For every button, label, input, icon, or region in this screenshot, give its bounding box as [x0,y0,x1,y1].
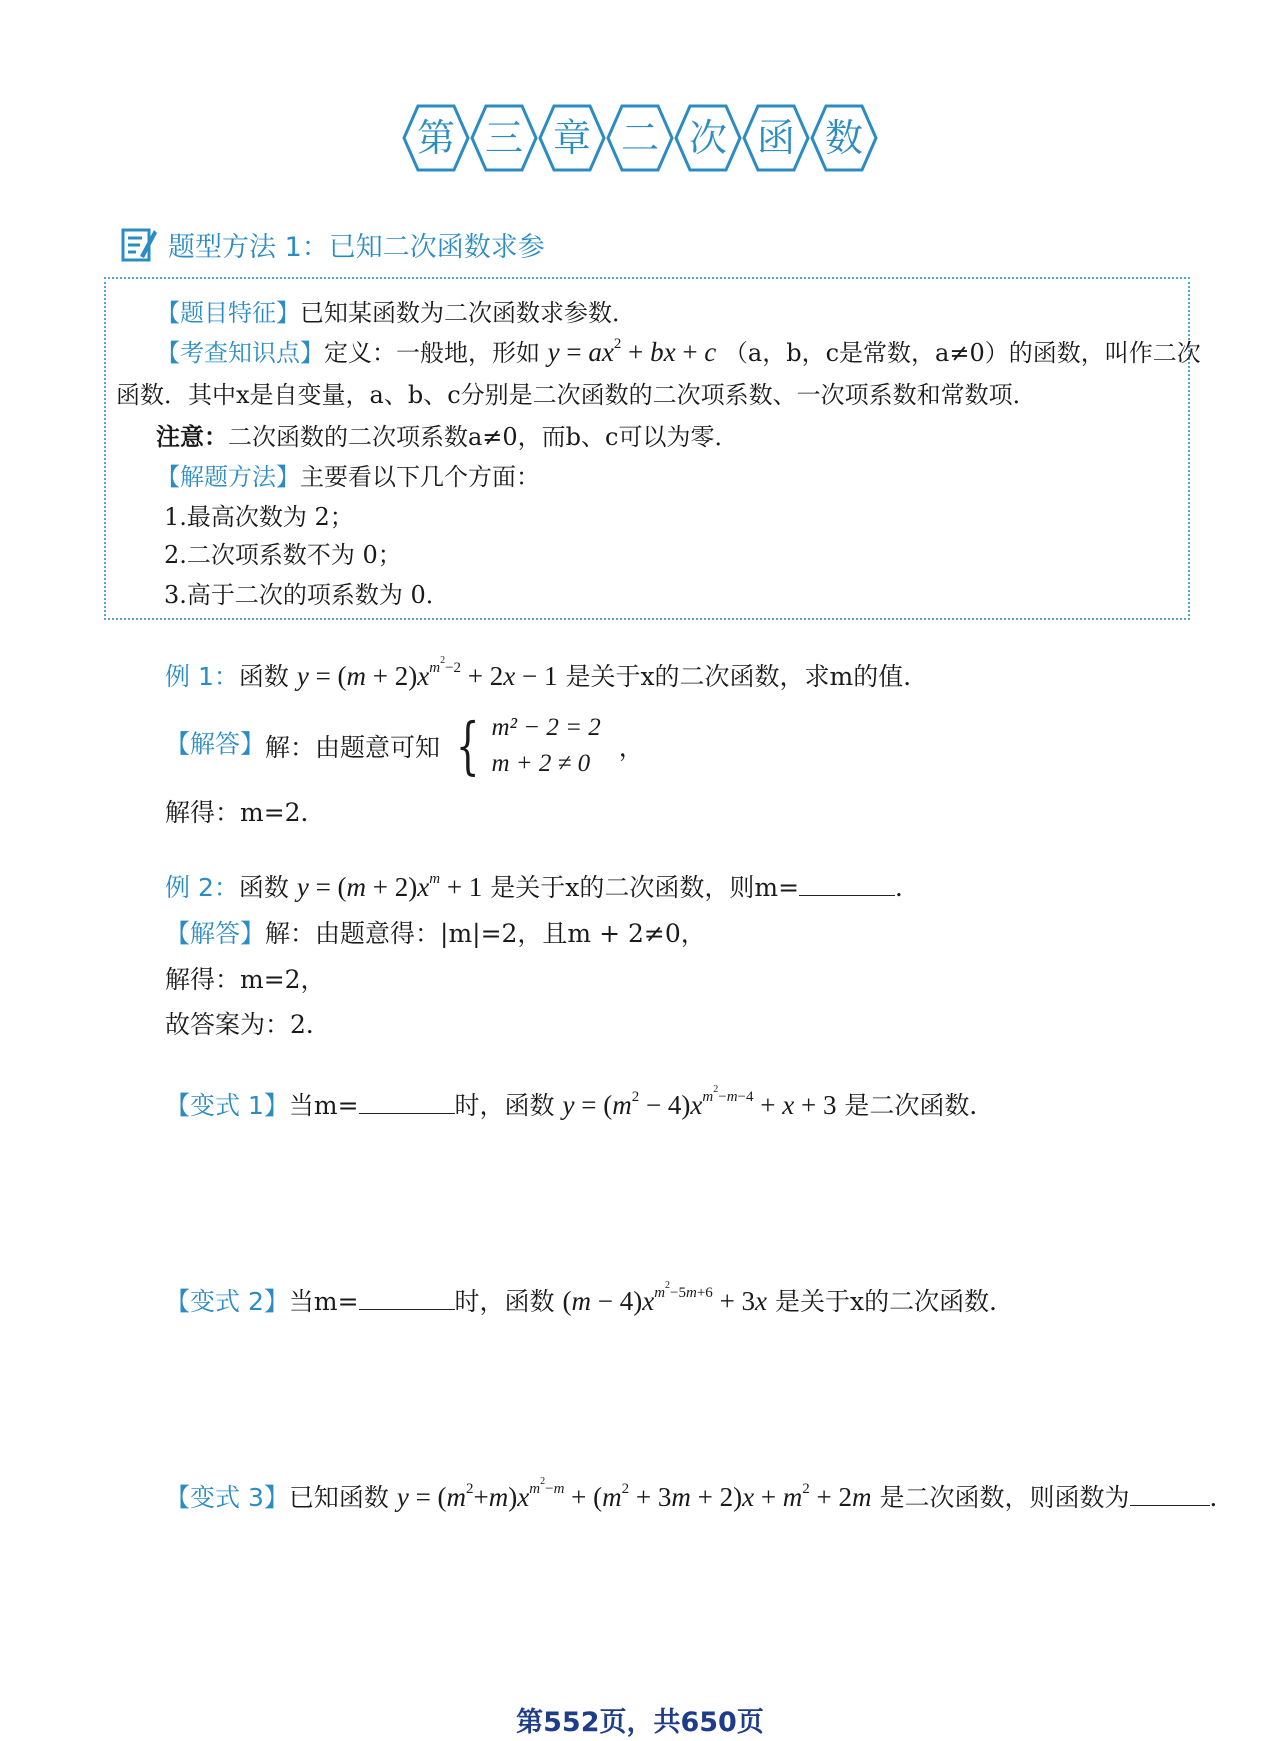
variant-3-suffix: 是二次函数，则函数为 [879,1483,1130,1512]
variant-3-end: ． [1209,1483,1235,1512]
example-1-result: 解得：m=2． [165,798,326,827]
variant-2-middle: 时，函数 [454,1287,555,1316]
chapter-title [388,100,892,176]
variant-2-formula: $(m - 4)x^{m^2-5m+6} + 3x$ [562,1280,768,1316]
note-line [156,417,739,452]
variant-2-prefix: 当m= [288,1287,359,1316]
point-3: 3.高于二次的项系数为 0． [164,581,450,609]
knowledge-line [156,333,1201,368]
feature-label: 【题目特征】 [156,299,300,327]
example-2-answer-label: 【解答】 [165,919,266,948]
variant-1-answer-blank[interactable] [359,1091,455,1114]
example-1-label: 例 1： [165,662,239,691]
example-2-result-1: 解得：m=2， [165,965,326,994]
example-2-answer-text: 解：由题意得：|m|=2，且m + 2≠0， [265,919,706,948]
example-2-prefix: 函数 [238,873,289,902]
knowledge-prefix: 定义：一般地，形如 [324,339,540,367]
variant-3-formula: $y = (m^2+m)x^{m^2-m} + (m^2 + 3m + 2)x + m^2 + 2m$ [396,1476,872,1512]
point-1: 1.最高次数为 2； [164,503,354,531]
point-2: 2.二次项系数不为 0； [164,541,402,569]
variant-2-suffix: 是关于x的二次函数． [774,1287,1015,1316]
method-label: 【解题方法】 [156,463,300,491]
chapter-char: 数 [824,116,864,160]
example-2-answer-blank[interactable] [799,873,895,896]
example-2-formula: $y = (m + 2)x^m + 1$ [296,871,483,902]
section-title: 题型方法 1：已知二次函数求参 [168,231,545,263]
example-1-prefix: 函数 [238,662,289,691]
example-2-label: 例 2： [165,873,239,902]
note-text: 二次函数的二次项系数a≠0，而b、c可以为零． [228,423,739,451]
note-label: 注意： [156,422,228,451]
variant-3-answer-blank[interactable] [1130,1483,1210,1506]
variant-3-prefix: 已知函数 [288,1483,389,1512]
chapter-char: 章 [552,116,592,160]
example-2-question [165,868,920,904]
method-line [156,457,540,492]
chapter-char: 二 [620,116,660,160]
left-brace: { [455,709,480,782]
knowledge-label: 【考查知识点】 [156,339,324,367]
page-indicator: 第552页，共650页 [516,1707,764,1738]
example-1-answer [165,710,644,782]
variant-1-label: 【变式 1】 [165,1091,289,1120]
variant-1 [165,1086,994,1122]
example-1-answer-text: 解：由题意可知 [265,733,441,762]
method-box [104,277,1201,620]
variant-2 [165,1282,1014,1318]
knowledge-suffix: （a，b，c是常数，a≠0）的函数，叫作二次 [723,339,1201,367]
example-2-end: ． [895,873,921,902]
feature-line [156,293,636,328]
knowledge-line-2: 函数．其中x是自变量，a、b、c分别是二次函数的二次项系数、一次项系数和常数项． [116,381,1037,409]
section-heading [120,222,545,266]
method-text: 主要看以下几个方面： [300,463,540,491]
equation-system [448,710,601,782]
variant-3-label: 【变式 3】 [165,1483,289,1512]
system-row-1: m² − 2 = 2 [491,714,601,741]
chapter-char: 三 [484,116,524,160]
feature-text: 已知某函数为二次函数求参数． [300,299,636,327]
example-1-suffix: 是关于x的二次函数，求m的值． [565,662,929,691]
variant-2-answer-blank[interactable] [359,1287,455,1310]
chapter-char: 次 [688,116,728,160]
example-1-formula: $y = (m + 2)x^{m^2-2} + 2x - 1$ [296,655,558,691]
system-comma: ， [618,733,644,762]
variant-1-formula: $y = (m^2 - 4)x^{m^2-m-4} + x + 3$ [562,1084,837,1120]
example-2-result-2: 故答案为：2． [165,1010,331,1039]
edit-note-icon [120,224,158,264]
example-1-answer-label: 【解答】 [165,729,266,759]
variant-1-middle: 时，函数 [454,1091,555,1120]
chapter-char: 第 [416,116,456,160]
variant-1-suffix: 是二次函数． [844,1091,995,1120]
example-2-answer [165,914,706,950]
chapter-char: 函 [756,116,796,160]
variant-3 [165,1478,1235,1514]
variant-2-label: 【变式 2】 [165,1287,289,1316]
example-1-question [165,657,928,693]
variant-1-prefix: 当m= [288,1091,359,1120]
system-row-2: m + 2 ≠ 0 [491,750,591,777]
quadratic-definition-formula: $y = ax^2$ + bx + c [547,336,717,367]
example-2-suffix: 是关于x的二次函数，则m= [490,873,800,902]
